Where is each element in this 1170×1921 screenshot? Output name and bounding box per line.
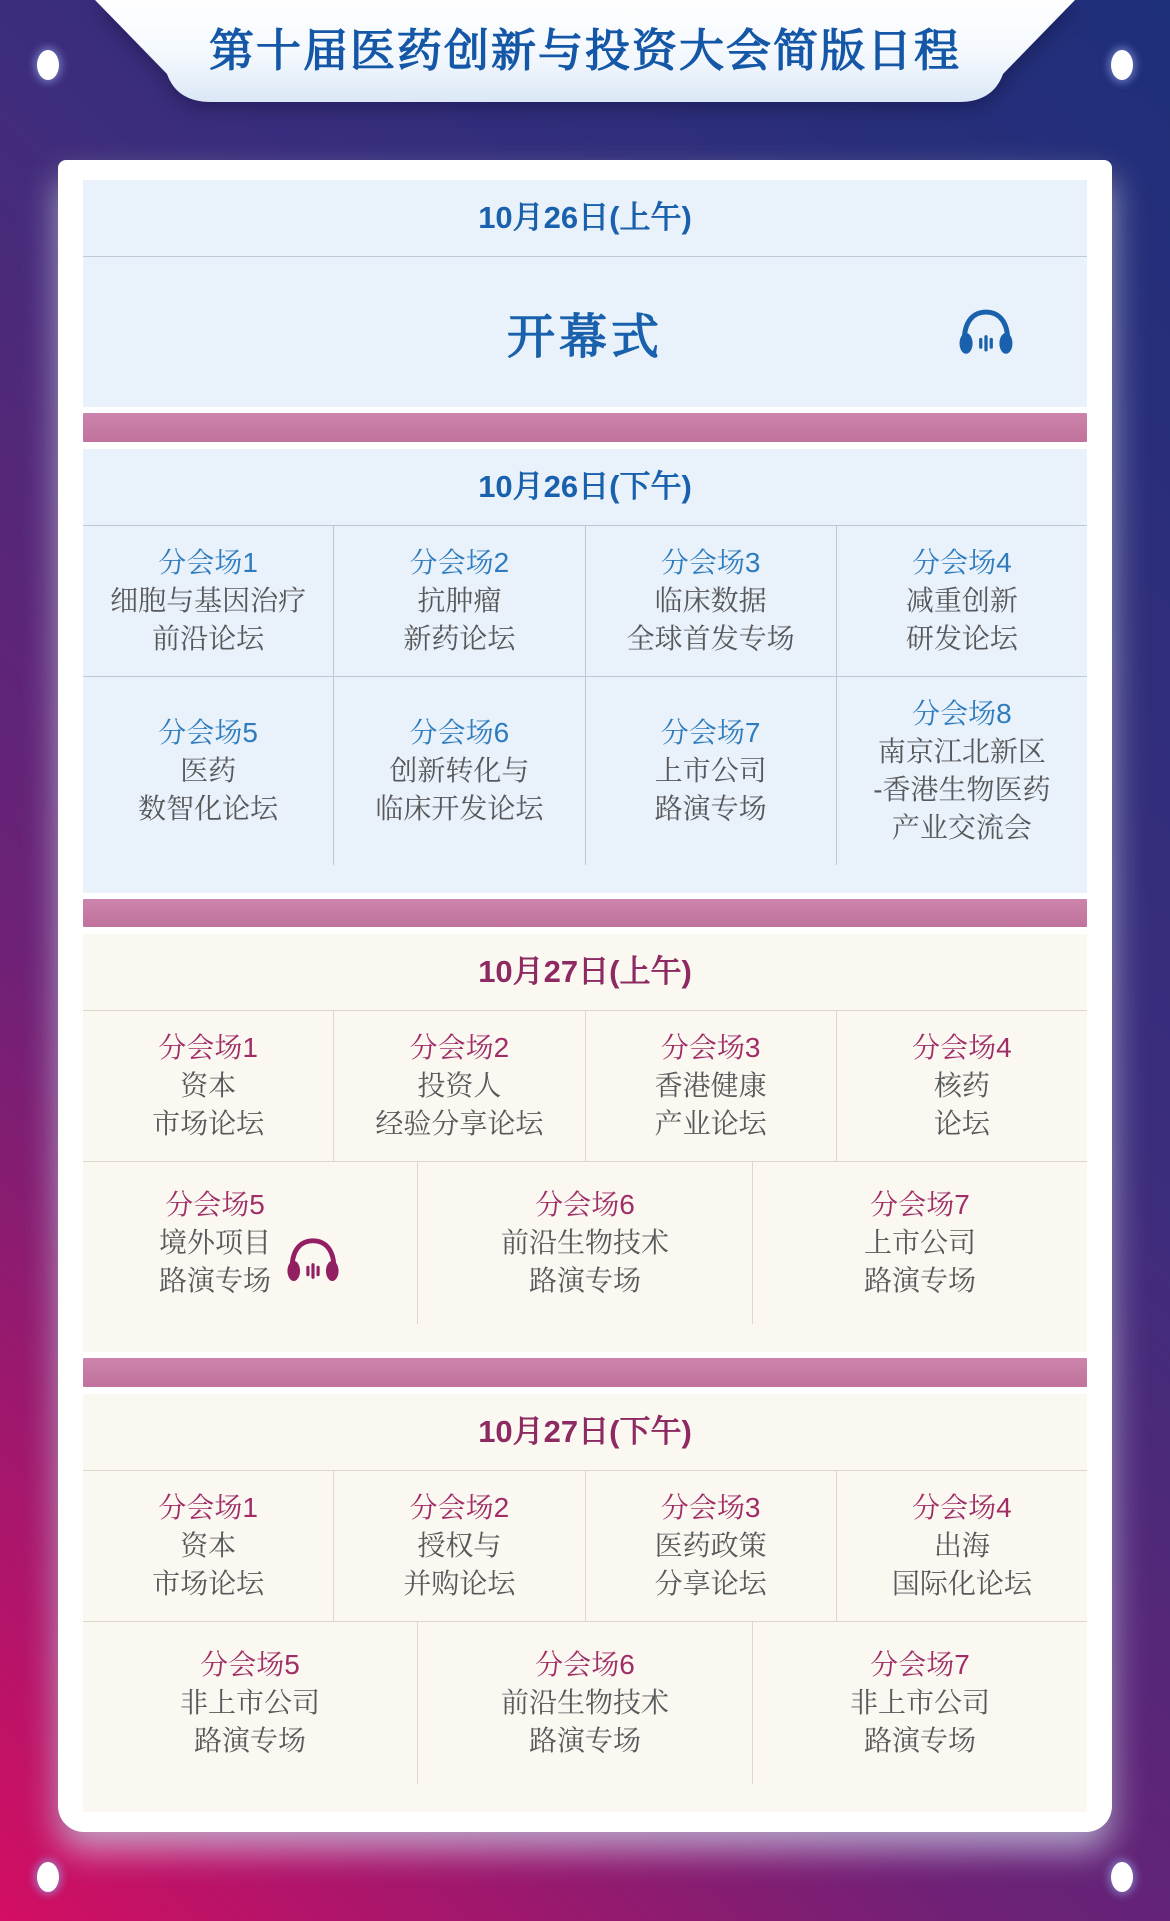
section-bottom-padding: [83, 865, 1087, 893]
session-title-line: 医药政策: [654, 1530, 767, 1562]
venue-label: 分会场2: [409, 546, 510, 578]
session-row: [83, 677, 1087, 865]
session-cell: [752, 1622, 1087, 1784]
session-title-line: 上市公司: [863, 1227, 976, 1259]
session-cell: [333, 677, 584, 865]
venue-label: 分会场1: [158, 546, 258, 578]
session-row: [83, 1622, 1087, 1784]
section-oct26-pm: [83, 449, 1087, 893]
title-banner: [95, 0, 1075, 102]
session-title-line: 产业交流会: [891, 811, 1032, 843]
section-oct27-pm: [83, 1394, 1087, 1812]
session-title-line: 数智化论坛: [138, 792, 279, 824]
venue-label: 分会场3: [660, 1032, 761, 1064]
section-divider-bar: [83, 899, 1087, 928]
schedule-card: [58, 160, 1112, 1832]
session-title-line: 上市公司: [654, 754, 767, 786]
session-cell: [836, 526, 1087, 676]
venue-label: 分会场6: [535, 1189, 635, 1221]
session-cell: [585, 1011, 836, 1161]
session-title-line: 产业论坛: [654, 1108, 767, 1140]
headphones-icon: [285, 1236, 341, 1284]
venue-label: 分会场3: [660, 546, 761, 578]
session-title-line: 新药论坛: [403, 622, 516, 654]
venue-label: 分会场6: [409, 716, 510, 748]
session-title-line: 路演专场: [158, 1265, 271, 1297]
venue-label: 分会场7: [870, 1189, 970, 1221]
session-title-line: 路演专场: [863, 1265, 976, 1297]
session-title-line: 路演专场: [654, 792, 767, 824]
date-header-oct27-am: 10月27日(上午): [478, 954, 692, 990]
section-oct26-am: [83, 180, 1087, 407]
session-title-line: 临床开发论坛: [375, 792, 544, 824]
opening-ceremony-title: 开幕式: [506, 310, 663, 364]
session-title-line: 路演专场: [528, 1265, 641, 1297]
section-oct27-am: [83, 934, 1087, 1352]
session-cell: [83, 1162, 417, 1324]
venue-label: 分会场5: [165, 1189, 265, 1221]
session-cell: [333, 1471, 584, 1621]
session-cell: [585, 526, 836, 676]
venue-label: 分会场1: [158, 1032, 258, 1064]
venue-label: 分会场3: [660, 1492, 761, 1524]
session-title-line: 医药: [180, 754, 237, 786]
venue-label: 分会场4: [912, 546, 1012, 578]
venue-label: 分会场4: [912, 1492, 1012, 1524]
session-cell: [83, 1471, 333, 1621]
session-title-line: 创新转化与: [389, 754, 530, 786]
session-cell: [836, 1471, 1087, 1621]
date-header-oct27-pm: 10月27日(下午): [478, 1414, 692, 1450]
session-cell: [752, 1162, 1087, 1324]
session-row: [83, 1471, 1087, 1621]
session-title-line: 并购论坛: [403, 1568, 516, 1600]
section-bottom-padding: [83, 1784, 1087, 1812]
session-title-line: 抗肿瘤: [417, 584, 502, 616]
section-divider-bar: [83, 413, 1087, 442]
session-cell: [83, 526, 333, 676]
headphones-icon: [957, 307, 1015, 357]
session-title-line: 论坛: [933, 1108, 990, 1140]
venue-label: 分会场2: [409, 1492, 510, 1524]
session-cell: [585, 1471, 836, 1621]
venue-label: 分会场4: [912, 1032, 1012, 1064]
session-title-line: 非上市公司: [179, 1687, 320, 1719]
punch-hole-top-right: [1111, 50, 1133, 80]
session-title-line: 分享论坛: [654, 1568, 767, 1600]
session-title-line: 市场论坛: [152, 1568, 265, 1600]
session-cell: [585, 677, 836, 865]
session-title-line: 路演专场: [193, 1725, 306, 1757]
date-header-oct26-pm: 10月26日(下午): [478, 468, 692, 504]
session-title-line: 细胞与基因治疗: [110, 584, 307, 616]
section-bottom-padding: [83, 1324, 1087, 1352]
session-title-line: 投资人: [417, 1070, 502, 1102]
poster-title: 第十届医药创新与投资大会简版日程: [208, 25, 961, 76]
session-title-line: 非上市公司: [849, 1687, 990, 1719]
venue-label: 分会场8: [912, 697, 1012, 729]
session-cell: [836, 677, 1087, 865]
venue-label: 分会场2: [409, 1032, 510, 1064]
session-cell: [333, 526, 584, 676]
session-row: [83, 1011, 1087, 1161]
venue-label: 分会场7: [870, 1649, 970, 1681]
session-title-line: 全球首发专场: [626, 622, 795, 654]
punch-hole-bottom-right: [1111, 1862, 1133, 1892]
session-row: [83, 526, 1087, 676]
venue-label: 分会场5: [158, 716, 258, 748]
venue-label: 分会场6: [535, 1649, 635, 1681]
session-cell: [836, 1011, 1087, 1161]
session-title-line: 资本: [180, 1070, 237, 1102]
session-title-line: 前沿生物技术: [500, 1227, 669, 1259]
session-title-line: 资本: [180, 1530, 237, 1562]
session-title-line: 出海: [933, 1530, 990, 1562]
session-cell: [417, 1622, 752, 1784]
venue-label: 分会场7: [660, 716, 761, 748]
schedule-content: [83, 180, 1087, 1812]
session-title-line: 前沿生物技术: [500, 1687, 669, 1719]
session-cell: [417, 1162, 752, 1324]
session-cell: [83, 1011, 333, 1161]
session-title-line: 研发论坛: [905, 622, 1018, 654]
opening-ceremony-row: [83, 257, 1087, 407]
session-title-line: 临床数据: [654, 584, 767, 616]
session-title-line: 经验分享论坛: [375, 1108, 544, 1140]
section-divider-bar: [83, 1358, 1087, 1387]
session-title-line: 市场论坛: [152, 1108, 265, 1140]
date-header-oct26-am: 10月26日(上午): [478, 200, 692, 235]
session-title-line: 授权与: [417, 1530, 502, 1562]
session-title-line: 香港健康: [654, 1070, 767, 1102]
punch-hole-bottom-left: [37, 1862, 59, 1892]
session-title-line: 南京江北新区: [877, 735, 1046, 767]
session-title-line: 前沿论坛: [152, 622, 265, 654]
session-title-line: 路演专场: [863, 1725, 976, 1757]
session-cell: [83, 1622, 417, 1784]
session-title-line: 路演专场: [528, 1725, 641, 1757]
session-cell: [333, 1011, 584, 1161]
punch-hole-top-left: [37, 50, 59, 80]
session-title-line: 核药: [933, 1070, 990, 1102]
session-title-line: 减重创新: [905, 584, 1018, 616]
session-title-line: 境外项目: [158, 1227, 271, 1259]
venue-label: 分会场5: [200, 1649, 300, 1681]
session-row: [83, 1162, 1087, 1324]
session-title-line: -香港生物医药: [873, 773, 1051, 805]
session-cell: [83, 677, 333, 865]
venue-label: 分会场1: [158, 1492, 258, 1524]
session-title-line: 国际化论坛: [891, 1568, 1032, 1600]
